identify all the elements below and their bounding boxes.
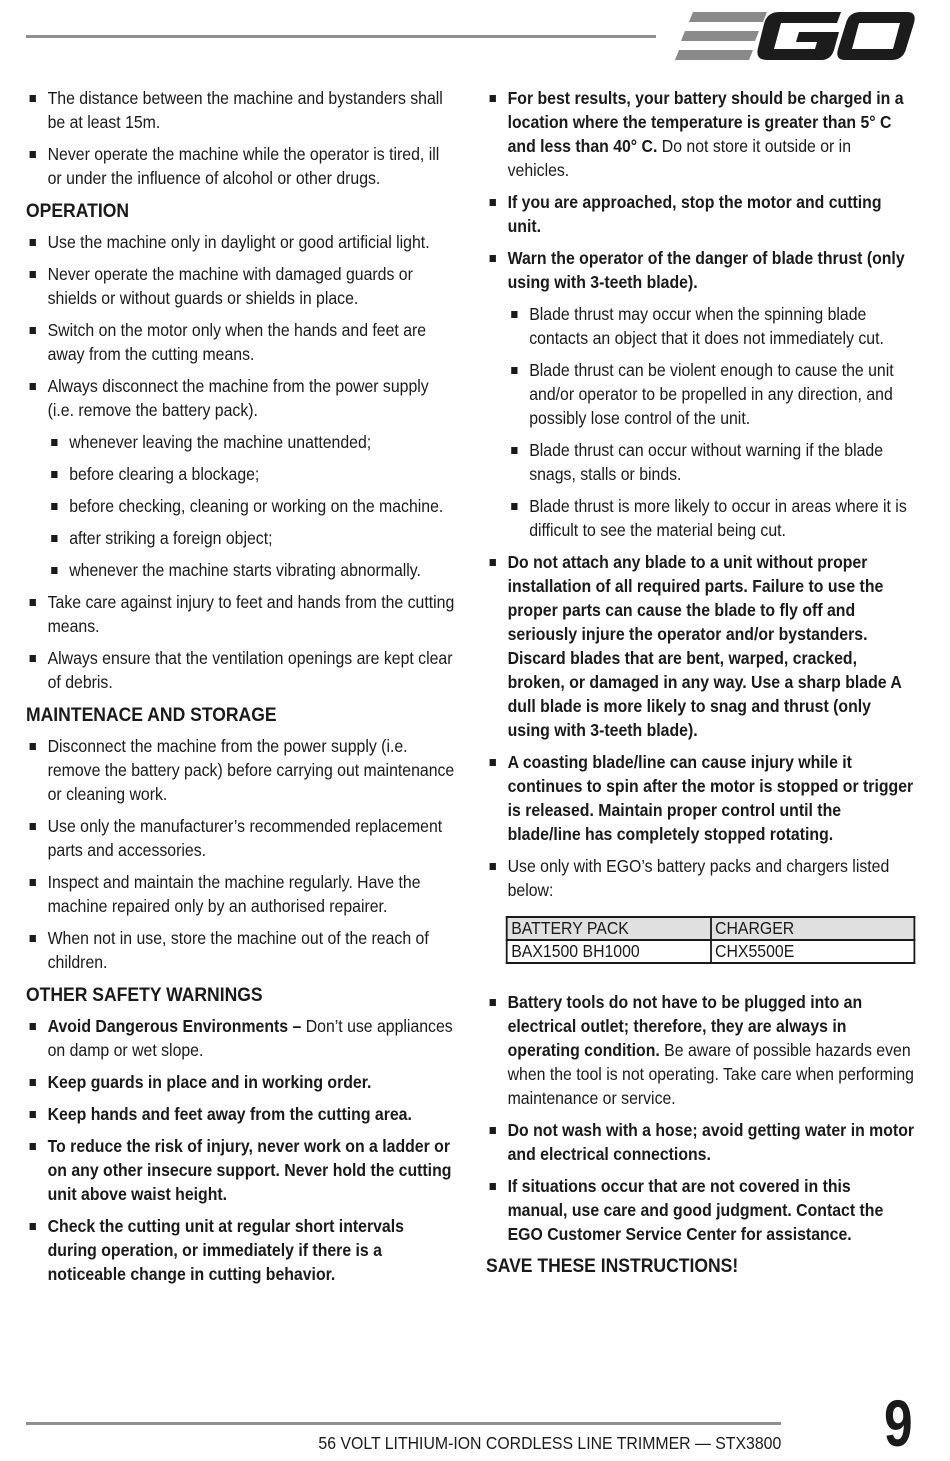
sub-list-item: Blade thrust may occur when the spinning blade contacts an object that it does not immediately cut. [508, 302, 915, 350]
header-rule [26, 35, 656, 38]
sub-list-item: Blade thrust can occur without warning if the blade snags, stalls or binds. [508, 438, 915, 486]
tools-rest: Be aware of possible hazards even when the tool is not operating. Take care when performing maintenance or service. [507, 1040, 914, 1108]
sub-list-item: whenever the machine starts vibrating abnormally. [48, 558, 457, 582]
list-item: If situations occur that are not covered in this manual, use care and good judgment. Contact the EGO Customer Service Center for assistance. [486, 1174, 914, 1246]
battery-charger-table [506, 916, 916, 964]
list-item: Use the machine only in daylight or good artificial light. [26, 230, 456, 254]
list-item: Keep guards in place and in working order. [26, 1070, 456, 1094]
right-column [486, 86, 914, 1278]
footer-rule [26, 1422, 781, 1425]
ego-logo [675, 8, 915, 64]
thrust-sublist [508, 302, 915, 542]
list-item: Do not wash with a hose; avoid getting water in motor and electrical connections. [486, 1118, 914, 1166]
list-item: Never operate the machine with damaged guards or shields or without guards or shields in place. [26, 262, 456, 310]
list-item: Switch on the motor only when the hands and feet are away from the cutting means. [26, 318, 456, 366]
list-item: Inspect and maintain the machine regularly. Have the machine repaired only by an authorised repairer. [26, 870, 456, 918]
footer-title: 56 VOLT LITHIUM-ION CORDLESS LINE TRIMMER — STX3800 [318, 1433, 781, 1453]
list-item: If you are approached, stop the motor and cutting unit. [486, 190, 914, 238]
avoid-rest: Don’t use appliances on damp or wet slope. [47, 1016, 453, 1060]
operation-heading: OPERATION [26, 200, 130, 222]
sub-list-item: Blade thrust is more likely to occur in areas where it is difficult to see the material being cut. [508, 494, 915, 542]
list-item: Keep hands and feet away from the cutting area. [26, 1102, 456, 1126]
right-list-2 [486, 990, 914, 1246]
save-instructions: SAVE THESE INSTRUCTIONS! [486, 1255, 739, 1277]
list-item: Never operate the machine while the operator is tired, ill or under the influence of alcohol or other drugs. [26, 142, 456, 190]
list-item: Use only with EGO’s battery packs and chargers listed below: [486, 854, 914, 902]
disconnect-sublist [48, 430, 457, 582]
charge-bold: For best results, your battery should be charged in a location where the temperature is greater than 5° C and less than 40° C. [507, 88, 904, 156]
table-header-cell: CHARGER [711, 917, 915, 940]
list-item: To reduce the risk of injury, never work on a ladder or on any other insecure support. Never hold the cutting unit above waist height. [26, 1134, 456, 1206]
list-item: Always ensure that the ventilation openings are kept clear of debris. [26, 646, 456, 694]
list-item: Do not attach any blade to a unit without proper installation of all required parts. Failure to use the proper parts can cause the blade to fly off and seriously injure the operator and/or bystanders. Discard blades that are bent, warped, cracked, broken, or damaged in any way. Use a sharp blade A dull blade is more likely to snag and thrust (only using with 3-teeth blade). [486, 550, 914, 742]
sub-list-item: whenever leaving the machine unattended; [48, 430, 457, 454]
list-item [486, 86, 914, 182]
other-warnings-heading: OTHER SAFETY WARNINGS [26, 984, 263, 1006]
list-item [26, 1014, 456, 1062]
list-item [486, 246, 914, 542]
intro-list [26, 86, 456, 190]
list-item: When not in use, store the machine out of the reach of children. [26, 926, 456, 974]
table-cell: BAX1500 BH1000 [507, 940, 711, 963]
sub-list-item: before checking, cleaning or working on the machine. [48, 494, 457, 518]
list-item: Use only the manufacturer’s recommended replacement parts and accessories. [26, 814, 456, 862]
avoid-bold: Avoid Dangerous Environments – [47, 1016, 302, 1036]
operation-list [26, 230, 456, 694]
sub-list-item: Blade thrust can be violent enough to cause the unit and/or operator to be propelled in any direction, and possibly lose control of the unit. [508, 358, 915, 430]
list-item-text: Always disconnect the machine from the power supply (i.e. remove the battery pack). [47, 376, 429, 420]
other-warnings-list [26, 1014, 456, 1286]
page-number: 9 [884, 1386, 913, 1460]
tools-bold: Battery tools do not have to be plugged into an electrical outlet; therefore, they are always in operating condition. [507, 992, 863, 1060]
list-item: Take care against injury to feet and hands from the cutting means. [26, 590, 456, 638]
maintenance-list [26, 734, 456, 974]
list-item: Disconnect the machine from the power supply (i.e. remove the battery pack) before carrying out maintenance or cleaning work. [26, 734, 456, 806]
maintenance-heading: MAINTENACE AND STORAGE [26, 704, 277, 726]
table-cell: CHX5500E [711, 940, 915, 963]
sub-list-item: before clearing a blockage; [48, 462, 457, 486]
right-list [486, 86, 914, 902]
list-item [486, 990, 914, 1110]
list-item: Check the cutting unit at regular short intervals during operation, or immediately if there is a noticeable change in cutting behavior. [26, 1214, 456, 1286]
table-row [507, 940, 915, 963]
list-item: A coasting blade/line can cause injury while it continues to spin after the motor is stopped or trigger is released. Maintain proper control until the blade/line has completely stopped rotating. [486, 750, 914, 846]
sub-list-item: after striking a foreign object; [48, 526, 457, 550]
left-column [26, 86, 456, 1294]
table-header-cell: BATTERY PACK [507, 917, 711, 940]
charge-rest: Do not store it outside or in vehicles. [507, 136, 852, 180]
warn-text: Warn the operator of the danger of blade thrust (only using with 3-teeth blade). [507, 248, 905, 292]
list-item [26, 374, 456, 582]
list-item: The distance between the machine and bystanders shall be at least 15m. [26, 86, 456, 134]
table-header-row [507, 917, 915, 940]
